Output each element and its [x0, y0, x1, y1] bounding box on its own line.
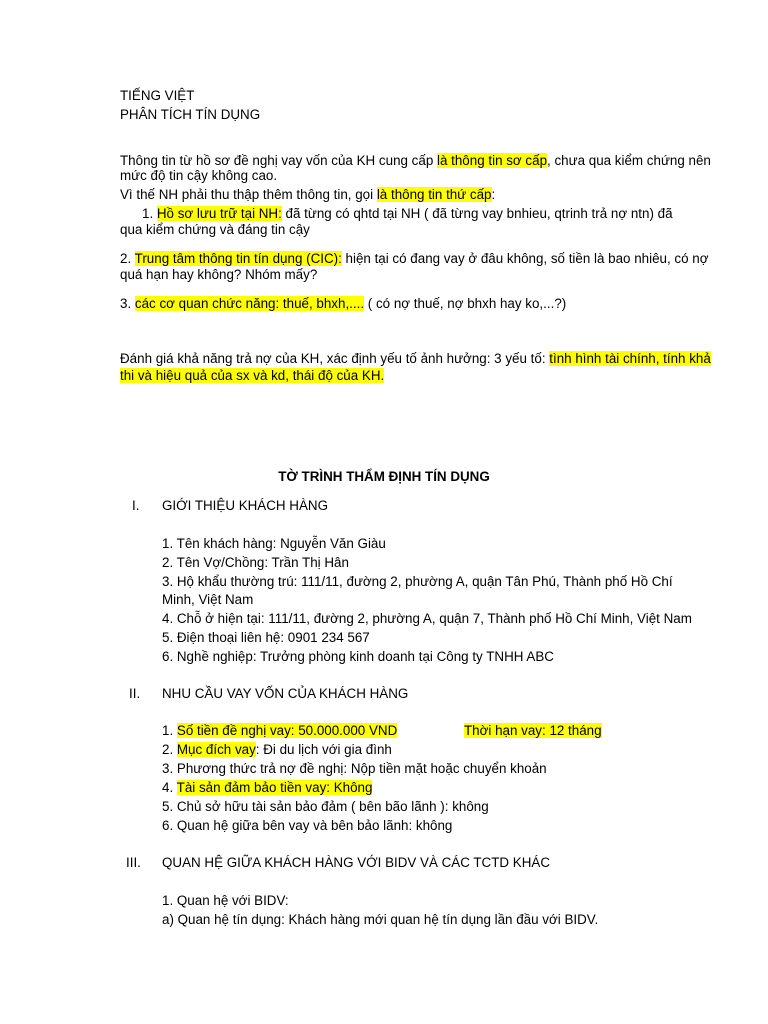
- header-subject: PHÂN TÍCH TÍN DỤNG: [120, 107, 261, 122]
- highlight-primary-info: là thông tin sơ cấp: [437, 153, 548, 168]
- bidv-relation: 1. Quan hệ với BIDV:: [162, 893, 289, 908]
- section-number: III.: [126, 855, 141, 870]
- evaluation-line: thi và hiệu quả của sx và kd, thái độ của KH.: [120, 368, 385, 383]
- customer-name: 1. Tên khách hàng: Nguyễn Văn Giàu: [162, 536, 386, 551]
- section-number: II.: [129, 686, 141, 701]
- current-address: 4. Chỗ ở hiện tại: 111/11, đường 2, phường A, quận 7, Thành phố Hồ Chí Minh, Việt Nam: [162, 611, 692, 626]
- intro-paragraph-line: mức độ tin cậy không cao.: [120, 168, 278, 183]
- highlight-secondary-info: là thông tin thứ cấp: [376, 187, 492, 202]
- collateral-owner: 5. Chủ sở hữu tài sản bảo đảm ( bên bão lãnh ): không: [162, 799, 489, 814]
- permanent-address: 3. Hộ khẩu thường trú: 111/11, đường 2, phường A, quận Tân Phú, Thành phố Hồ Chí: [162, 574, 673, 589]
- loan-amount: 1. Số tiền đề nghị vay: 50.000.000 VND: [162, 723, 398, 738]
- source-item-1: 1. Hồ sơ lưu trữ tại NH: đã từng có qhtd tại NH ( đã từng vay bnhieu, qtrinh trả nợ ntn) đã: [142, 206, 673, 221]
- phone-number: 5. Điện thoại liên hệ: 0901 234 567: [162, 630, 370, 645]
- credit-relation: a) Quan hệ tín dụng: Khách hàng mới quan hệ tín dụng lần đầu với BIDV.: [162, 912, 599, 927]
- source-item-2-cont: quá hạn hay không? Nhóm mấy?: [120, 267, 318, 282]
- loan-purpose: 2. Mục đích vay: Đi du lịch với gia đình: [162, 742, 392, 757]
- section-heading: GIỚI THIỆU KHÁCH HÀNG: [162, 498, 328, 513]
- section-heading: NHU CẦU VAY VỐN CỦA KHÁCH HÀNG: [162, 686, 409, 701]
- spouse-name: 2. Tên Vợ/Chồng: Trần Thị Hân: [162, 555, 349, 570]
- loan-term: Thời hạn vay: 12 tháng: [464, 723, 602, 738]
- occupation: 6. Nghề nghiệp: Trưởng phòng kinh doanh tại Công ty TNHH ABC: [162, 649, 554, 664]
- header-language: TIẾNG VIỆT: [120, 88, 195, 103]
- source-item-2: 2. Trung tâm thông tin tín dụng (CIC): hiện tại có đang vay ở đâu không, số tiền là bao nhiêu, có nợ: [120, 251, 709, 266]
- section-heading: QUAN HỆ GIỮA KHÁCH HÀNG VỚI BIDV VÀ CÁC TCTD KHÁC: [162, 855, 551, 870]
- borrower-guarantor-relation: 6. Quan hệ giữa bên vay và bên bảo lãnh: không: [162, 818, 453, 833]
- source-item-3: 3. các cơ quan chức năng: thuế, bhxh,.... ( có nợ thuế, nợ bhxh hay ko,...?): [120, 296, 567, 311]
- intro-paragraph-line: Vì thế NH phải thu thập thêm thông tin, gọi là thông tin thứ cấp:: [120, 187, 496, 202]
- source-item-1-cont: qua kiểm chứng và đáng tin cậy: [120, 222, 310, 237]
- evaluation-line: Đánh giá khả năng trả nợ của KH, xác định yếu tố ảnh hưởng: 3 yếu tố: tình hình tài chính, tính khả: [120, 351, 711, 366]
- report-title: TỜ TRÌNH THẨM ĐỊNH TÍN DỤNG: [278, 469, 490, 484]
- intro-paragraph-line: Thông tin từ hồ sơ đề nghị vay vốn của KH cung cấp là thông tin sơ cấp, chưa qua kiểm chứng nên: [120, 153, 711, 168]
- permanent-address-cont: Minh, Việt Nam: [162, 592, 254, 607]
- repayment-method: 3. Phương thức trả nợ đề nghị: Nộp tiền mặt hoặc chuyển khoản: [162, 761, 547, 776]
- collateral: 4. Tài sản đảm bảo tiền vay: Không: [162, 780, 373, 795]
- section-number: I.: [132, 498, 140, 513]
